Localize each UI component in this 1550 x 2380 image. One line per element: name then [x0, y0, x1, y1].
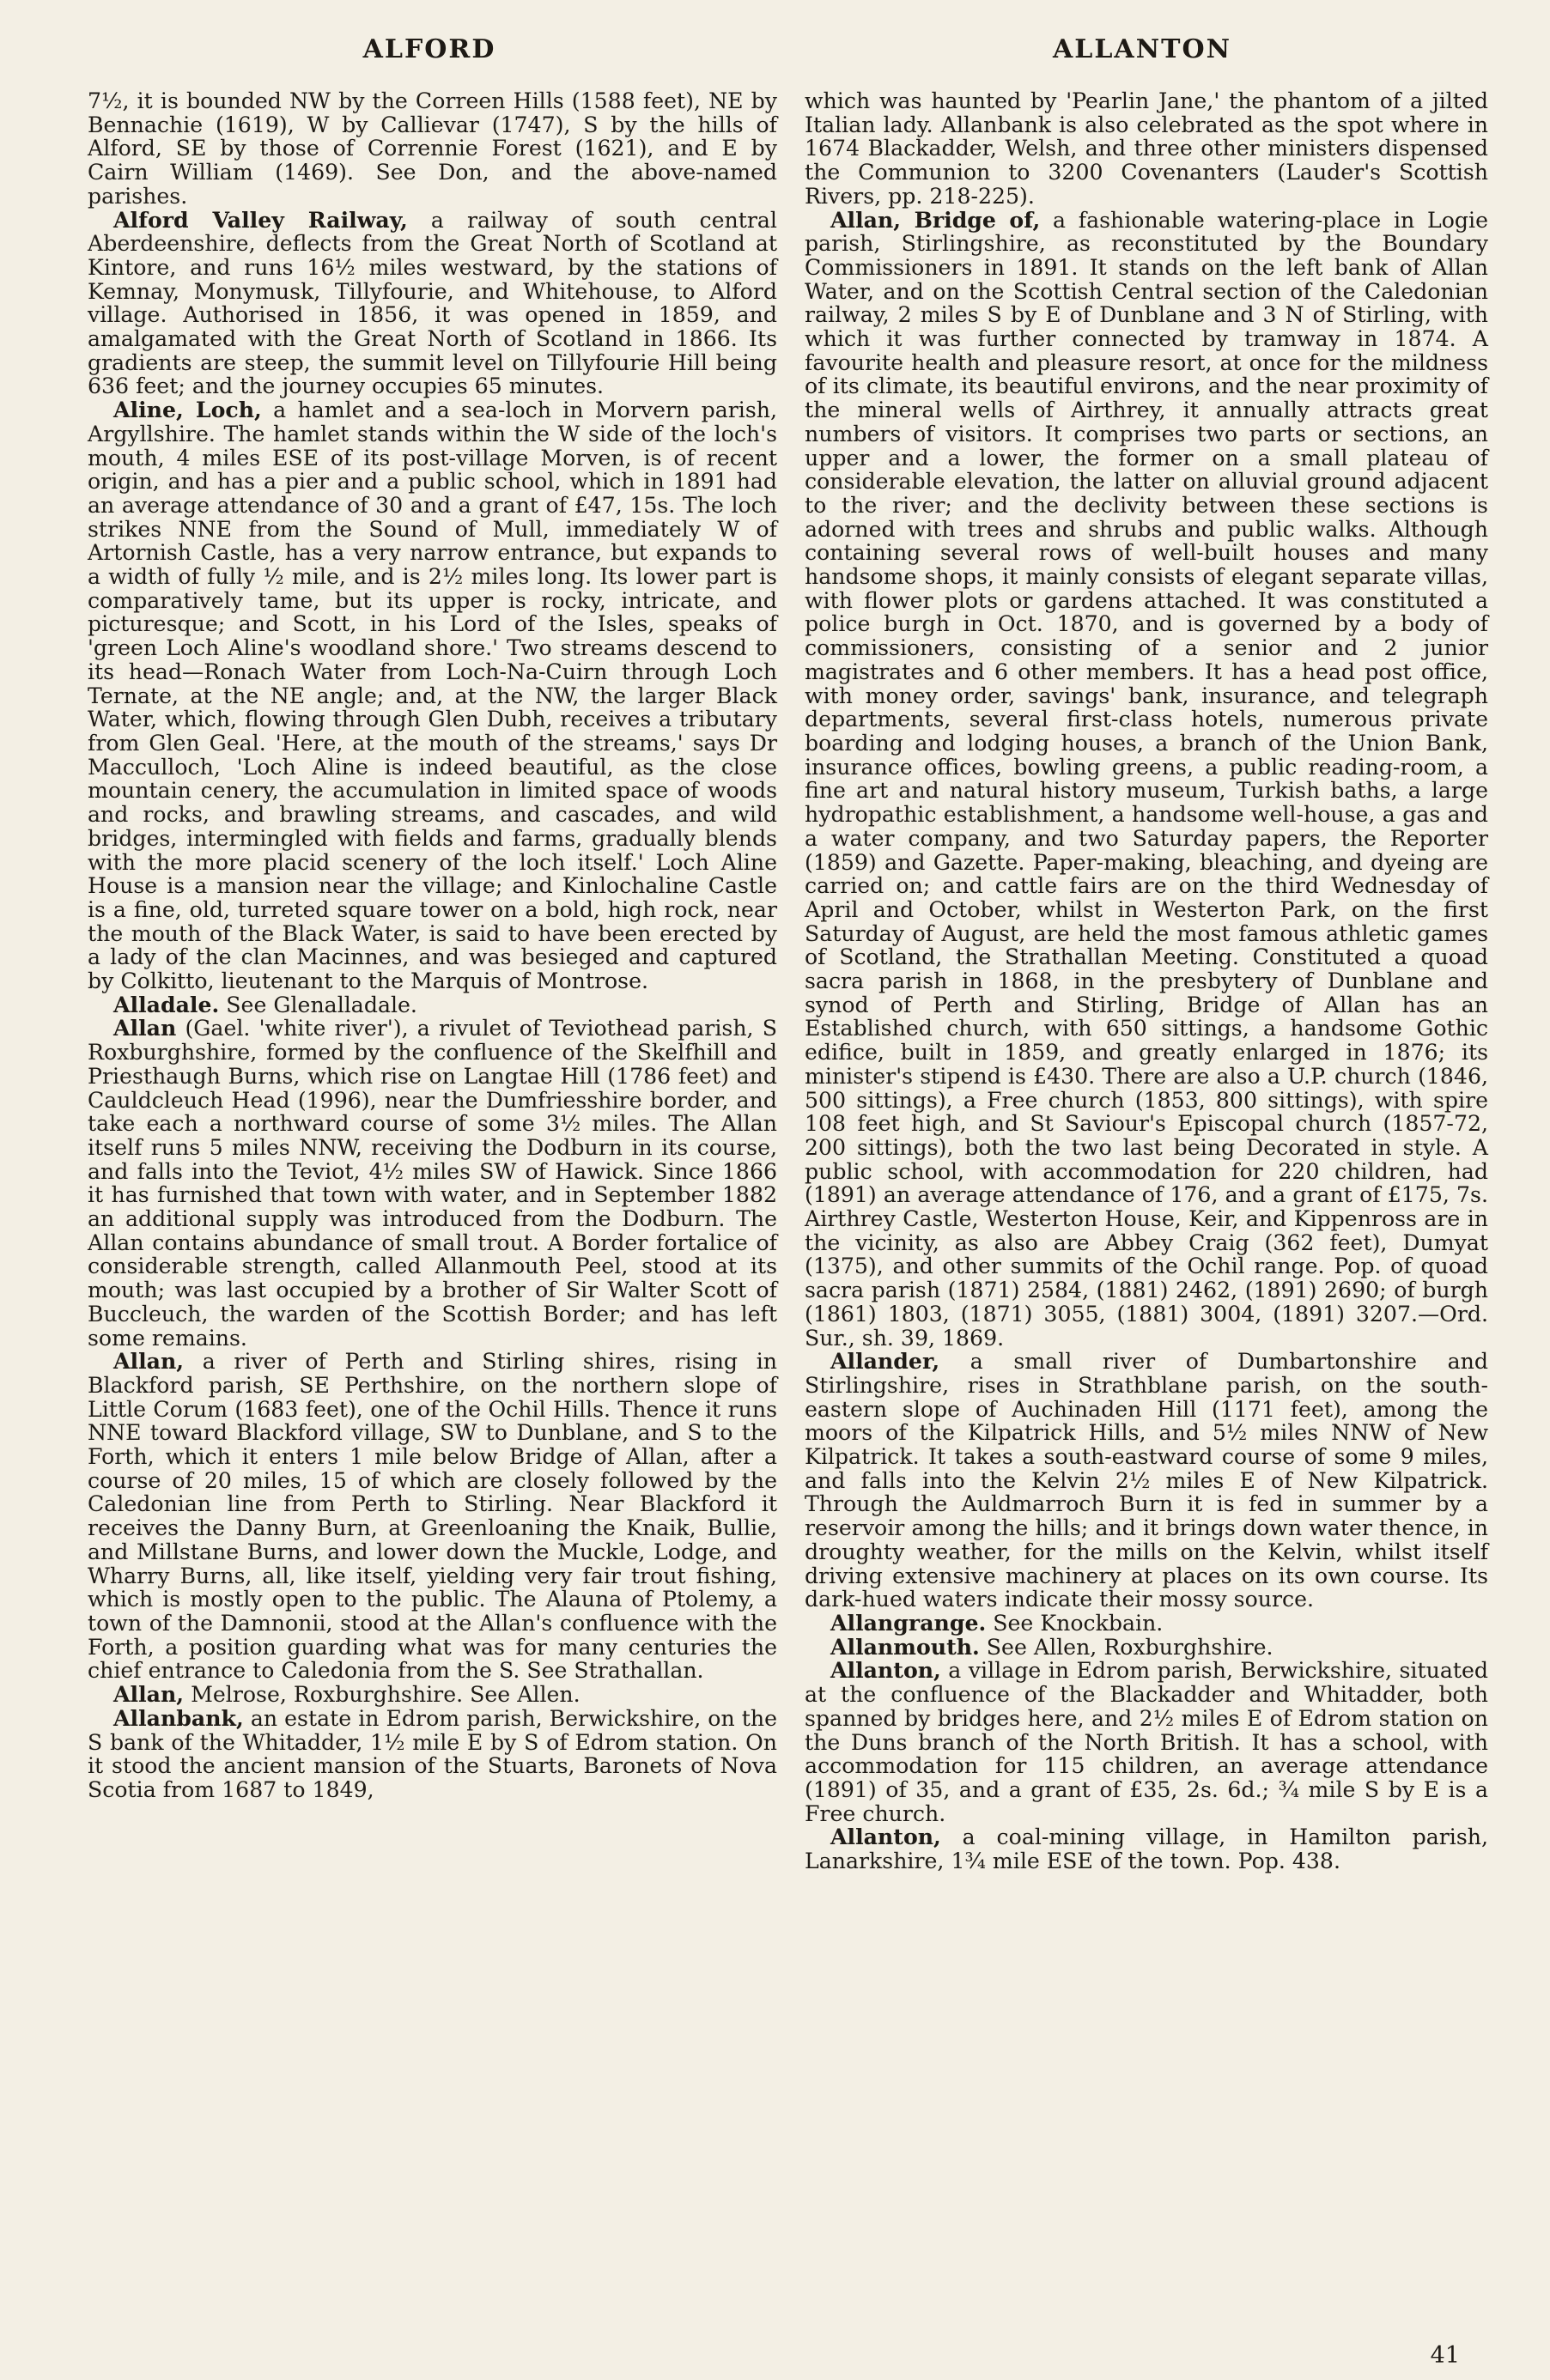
- entry-headword: Allanmouth.: [830, 1633, 980, 1660]
- right-column: [805, 89, 1488, 1873]
- entry-paragraph: Allanton, a coal-mining village, in Hamilton parish, Lanarkshire, 1¾ mile ESE of the town. Pop. 438.: [805, 1824, 1488, 1874]
- entry-paragraph: Allangrange. See Knockbain.: [830, 1610, 1164, 1636]
- entry-paragraph: which was haunted by 'Pearlin Jane,' the phantom of a jilted Italian lady. Allanbank is also celebrated as the spot where in 1674 Blackadder, Welsh, and three other ministers dispensed the Communion to 3200 Covenanters (Lauder's Scottish Rivers, pp. 218-225).: [805, 88, 1488, 209]
- entry-paragraph: 7½, it is bounded NW by the Correen Hills (1588 feet), NE by Bennachie (1619), W by Callievar (1747), S by the hills of Alford, SE by those of Corrennie Forest (1621), and E by Cairn William (1469). See Don, and the above-named parishes.: [88, 88, 777, 209]
- entry-headword: Allangrange.: [830, 1610, 987, 1636]
- entry-paragraph: Allan, Melrose, Roxburghshire. See Allen.: [113, 1681, 580, 1708]
- left-column: [88, 89, 777, 1802]
- entry-paragraph: Alladale. See Glenalladale.: [113, 991, 417, 1017]
- running-head-left: ALFORD: [362, 34, 496, 64]
- running-head-right: ALLANTON: [1052, 34, 1232, 64]
- entry-paragraph: Allan, Bridge of, a fashionable watering-place in Logie parish, Stirlingshire, as reconstituted by the Boundary Commissioners in 1891. It stands on the left bank of Allan Water, and on the Scottish Central section of the Caledonian railway, 2 miles S by E of Dunblane and 3 N of Stirling, with which it was further connected by tramway in 1874. A favourite health and pleasure resort, at once for the mildness of its climate, its beautiful environs, and the near proximity of the mineral wells of Airthrey, it annually attracts great numbers of visitors. It comprises two parts or sections, an upper and a lower, the former on a small plateau of considerable elevation, the latter on alluvial ground adjacent to the river; and the declivity between these sections is adorned with trees and shrubs and public walks. Although containing several rows of well-built houses and many handsome shops, it mainly consists of elegant separate villas, with flower plots or gardens attached. It was constituted a police burgh in Oct. 1870, and is governed by a body of commissioners, consisting of a senior and 2 junior magistrates and 6 other members. It has a head post office, with money order, savings' bank, insurance, and telegraph departments, several first-class hotels, numerous private boarding and lodging houses, a branch of the Union Bank, insurance offices, bowling greens, a public reading-room, a fine art and natural history museum, Turkish baths, a large hydropathic establishment, a handsome well-house, a gas and a water company, and two Saturday papers, the Reporter (1859) and Gazette. Paper-making, bleaching, and dyeing are carried on; and cattle fairs are on the third Wednesday of April and October, whilst in Westerton Park, on the first Saturday of August, are held the most famous athletic games of Scotland, the Strathallan Meeting. Constituted a quoad sacra parish in 1868, in the presbytery of Dunblane and synod of Perth and Stirling, Bridge of Allan has an Established church, with 650 sittings, a handsome Gothic edifice, built in 1859, and greatly enlarged in 1876; its minister's stipend is £430. There are also a U.P. church (1846, 500 sittings), a Free church (1853, 800 sittings), with spire 108 feet high, and St Saviour's Episcopal church (1857-72, 200 sittings), both the two last being Decorated in style. A public school, with accommodation for 220 children, had (1891) an average attendance of 176, and a grant of £175, 7s. Airthrey Castle, Westerton House, Keir, and Kippenross are in the vicinity, as also are Abbey Craig (362 feet), Dumyat (1375), and other summits of the Ochil range. Pop. of quoad sacra parish (1871) 2584, (1881) 2462, (1891) 2690; of burgh (1861) 1803, (1871) 3055, (1881) 3004, (1891) 3207.—Ord. Sur., sh. 39, 1869.: [805, 206, 1488, 1351]
- page-number: 41: [1430, 2342, 1460, 2369]
- entry-paragraph: Allan, a river of Perth and Stirling shires, rising in Blackford parish, SE Perthshire, on the northern slope of Little Corum (1683 feet), one of the Ochil Hills. Thence it runs NNE toward Blackford village, SW to Dunblane, and S to the Forth, which it enters 1 mile below Bridge of Allan, after a course of 20 miles, 15 of which are closely followed by the Caledonian line from Perth to Stirling. Near Blackford it receives the Danny Burn, at Greenloaning the Knaik, Bullie, and Millstane Burns, and lower down the Muckle, Lodge, and Wharry Burns, all, like itself, yielding very fair trout fishing, which is mostly open to the public. The Alauna of Ptolemy, a town of the Damnonii, stood at the Allan's confluence with the Forth, a position guarding what was for many centuries the chief entrance to Caledonia from the S. See Strathallan.: [88, 1348, 777, 1684]
- entry-paragraph: Allander, a small river of Dumbartonshire and Stirlingshire, rises in Strathblane parish, on the south-eastern slope of Auchinaden Hill (1171 feet), among the moors of the Kilpatrick Hills, and 5½ miles NNW of New Kilpatrick. It takes a south-eastward course of some 9 miles, and falls into the Kelvin 2½ miles E of New Kilpatrick. Through the Auldmarroch Burn it is fed in summer by a reservoir among the hills; and it brings down water thence, in droughty weather, for the mills on the Kelvin, whilst itself driving extensive machinery at places on its own course. Its dark-hued waters indicate their mossy source.: [805, 1348, 1488, 1612]
- entry-headword: Allan, Bridge of,: [830, 206, 1041, 233]
- entry-headword: Allan: [113, 1015, 177, 1041]
- entry-paragraph: Allanmouth. See Allen, Roxburghshire.: [830, 1633, 1273, 1660]
- entry-paragraph: Allan (Gael. 'white river'), a rivulet of Teviothead parish, S Roxburghshire, formed by the confluence of the Skelfhill and Priesthaugh Burns, which rise on Langtae Hill (1786 feet) and Cauldcleuch Head (1996), near the Dumfriesshire border, and take each a northward course of some 3½ miles. The Allan itself runs 5 miles NNW, receiving the Dodburn in its course, and falls into the Teviot, 4½ miles SW of Hawick. Since 1866 it has furnished that town with water, and in September 1882 an additional supply was introduced from the Dodburn. The Allan contains abundance of small trout. A Border fortalice of considerable strength, called Allanmouth Peel, stood at its mouth; was last occupied by a brother of Sir Walter Scott of Buccleuch, the warden of the Scottish Border; and has left some remains.: [88, 1015, 777, 1351]
- entry-headword: Aline, Loch,: [113, 397, 262, 423]
- entry-paragraph: Alford Valley Railway, a railway of south central Aberdeenshire, deflects from the Great North of Scotland at Kintore, and runs 16½ miles westward, by the stations of Kemnay, Monymusk, Tillyfourie, and Whitehouse, to Alford village. Authorised in 1856, it was opened in 1859, and amalgamated with the Great North of Scotland in 1866. Its gradients are steep, the summit level on Tillyfourie Hill being 636 feet; and the journey occupies 65 minutes.: [88, 206, 777, 399]
- entry-headword: Allanton,: [830, 1824, 941, 1850]
- entry-paragraph: Allanbank, an estate in Edrom parish, Berwickshire, on the S bank of the Whitadder, 1½ mile E by S of Edrom station. On it stood the ancient mansion of the Stuarts, Baronets of Nova Scotia from 1687 to 1849,: [88, 1704, 777, 1802]
- entry-headword: Allan,: [113, 1681, 185, 1708]
- entry-headword: Alford Valley Railway,: [113, 206, 408, 233]
- entry-headword: Alladale.: [113, 991, 220, 1017]
- entry-headword: Allanbank,: [113, 1704, 244, 1731]
- entry-headword: Allan,: [113, 1348, 185, 1375]
- entry-headword: Allander,: [830, 1348, 940, 1375]
- entry-paragraph: Allanton, a village in Edrom parish, Berwickshire, situated at the confluence of the Blackadder and Whitadder, both spanned by bridges here, and 2½ miles E of Edrom station on the Duns branch of the North British. It has a school, with accommodation for 115 children, an average attendance (1891) of 35, and a grant of £35, 2s. 6d.; ¾ mile S by E is a Free church.: [805, 1657, 1488, 1826]
- entry-paragraph: Aline, Loch, a hamlet and a sea-loch in Morvern parish, Argyllshire. The hamlet stands within the W side of the loch's mouth, 4 miles ESE of its post-village Morven, is of recent origin, and has a pier and a public school, which in 1891 had an average attendance of 30 and a grant of £47, 15s. The loch strikes NNE from the Sound of Mull, immediately W of Artornish Castle, has a very narrow entrance, but expands to a width of fully ½ mile, and is 2½ miles long. Its lower part is comparatively tame, but its upper is rocky, intricate, and picturesque; and Scott, in his Lord of the Isles, speaks of 'green Loch Aline's woodland shore.' Two streams descend to its head—Ronach Water from Loch-Na-Cuirn through Loch Ternate, at the NE angle; and, at the NW, the larger Black Water, which, flowing through Glen Dubh, receives a tributary from Glen Geal. 'Here, at the mouth of the streams,' says Dr Macculloch, 'Loch Aline is indeed beautiful, as the close mountain cenery, the accumulation in limited space of woods and rocks, and brawling streams, and cascades, and wild bridges, intermingled with fields and farms, gradually blends with the more placid scenery of the loch itself.' Loch Aline House is a mansion near the village; and Kinlochaline Castle is a fine, old, turreted square tower on a bold, high rock, near the mouth of the Black Water, is said to have been erected by a lady of the clan Macinnes, and was besieged and captured by Colkitto, lieutenant to the Marquis of Montrose.: [88, 397, 777, 994]
- entry-headword: Allanton,: [830, 1657, 941, 1684]
